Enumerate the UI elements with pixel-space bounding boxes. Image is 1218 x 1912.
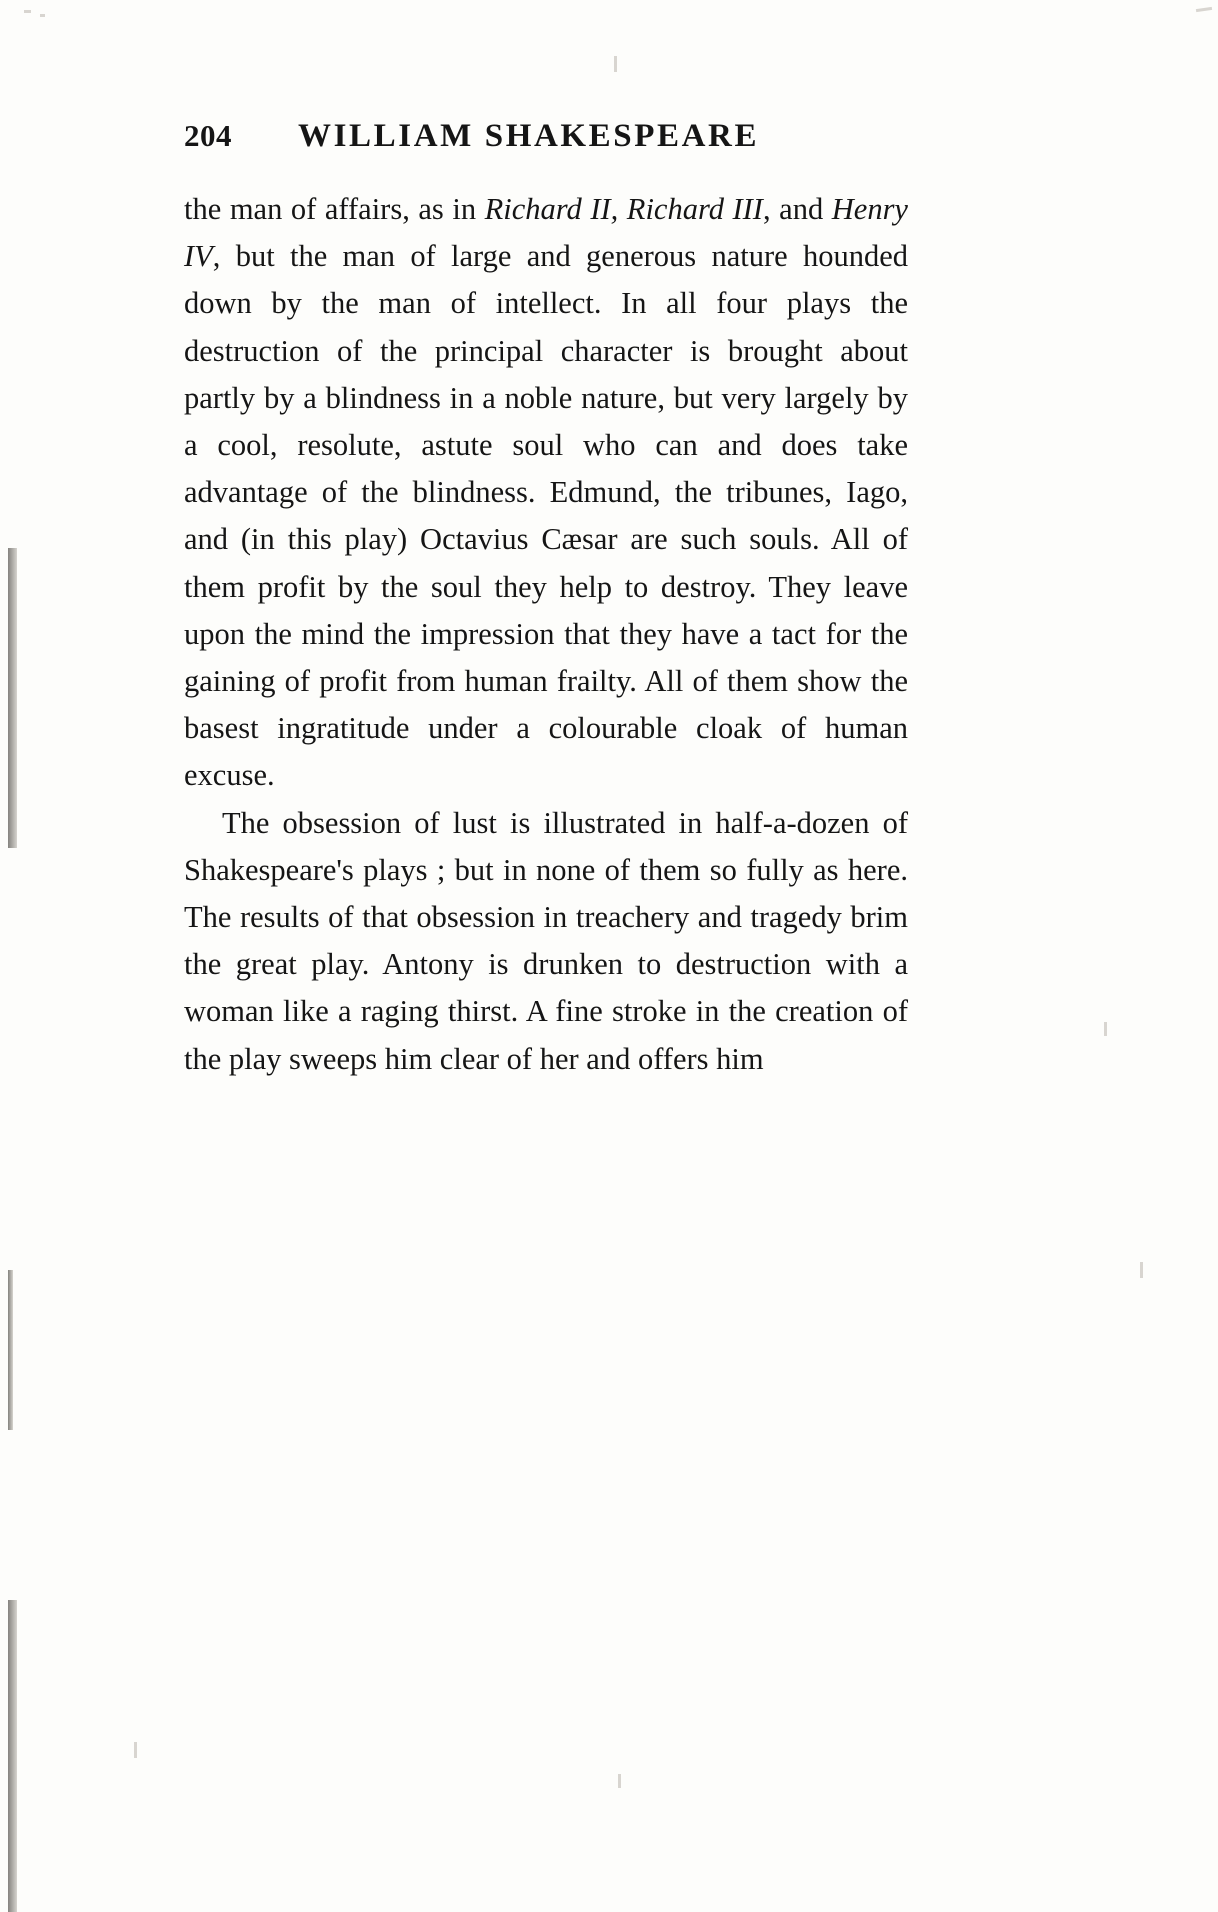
text-run: , and — [762, 192, 832, 226]
page-number: 204 — [184, 118, 232, 153]
text-run: the man of affairs, as in — [184, 192, 485, 226]
paragraph — [184, 186, 908, 800]
scan-speckle — [618, 1774, 621, 1788]
scan-speckle — [1140, 1262, 1143, 1278]
scan-speckle — [1196, 7, 1212, 12]
page-edge-shadow — [8, 1270, 13, 1430]
page-edge-shadow — [8, 548, 17, 848]
scan-speckle — [614, 56, 617, 72]
scan-speckle — [1104, 1022, 1107, 1036]
scan-speckle — [24, 10, 31, 13]
page-edge-shadow — [8, 1600, 17, 1912]
italic-title: Richard II, Richard III — [484, 192, 763, 226]
text-run: , but the man of large and generous nature hounded down by the man of intellect. In all four plays the destruction of the principal character is brought about partly by a blindness in a noble nature, but very largely by a cool, resolute, astute soul who can and does take advantage of the blindness. Edmund, the tribunes, Iago, and (in this play) Octavius Cæsar are such souls. All of them profit by the soul they help to destroy. They leave upon the mind the impression that they have a tact for the gaining of profit from human frailty. All of them show the basest ingratitude under a colourable cloak of human excuse. — [184, 239, 908, 793]
page-body — [184, 186, 908, 1083]
scan-speckle — [40, 14, 45, 17]
text-run: The obsession of lust is illustrated in half-a-dozen of Shakespeare's plays ; but in none of them so fully as here. The results of that obsession in treachery and tragedy brim the great play. Antony is drunken to destruction with a woman like a raging thirst. A fine stroke in the creation of the play sweeps him clear of her and offers him — [184, 805, 908, 1076]
scan-speckle — [134, 1742, 137, 1758]
paragraph — [184, 800, 908, 1083]
running-title: WILLIAM SHAKESPEARE — [298, 118, 760, 154]
italic-title: Henry IV — [184, 192, 908, 274]
page-header — [184, 118, 1068, 155]
